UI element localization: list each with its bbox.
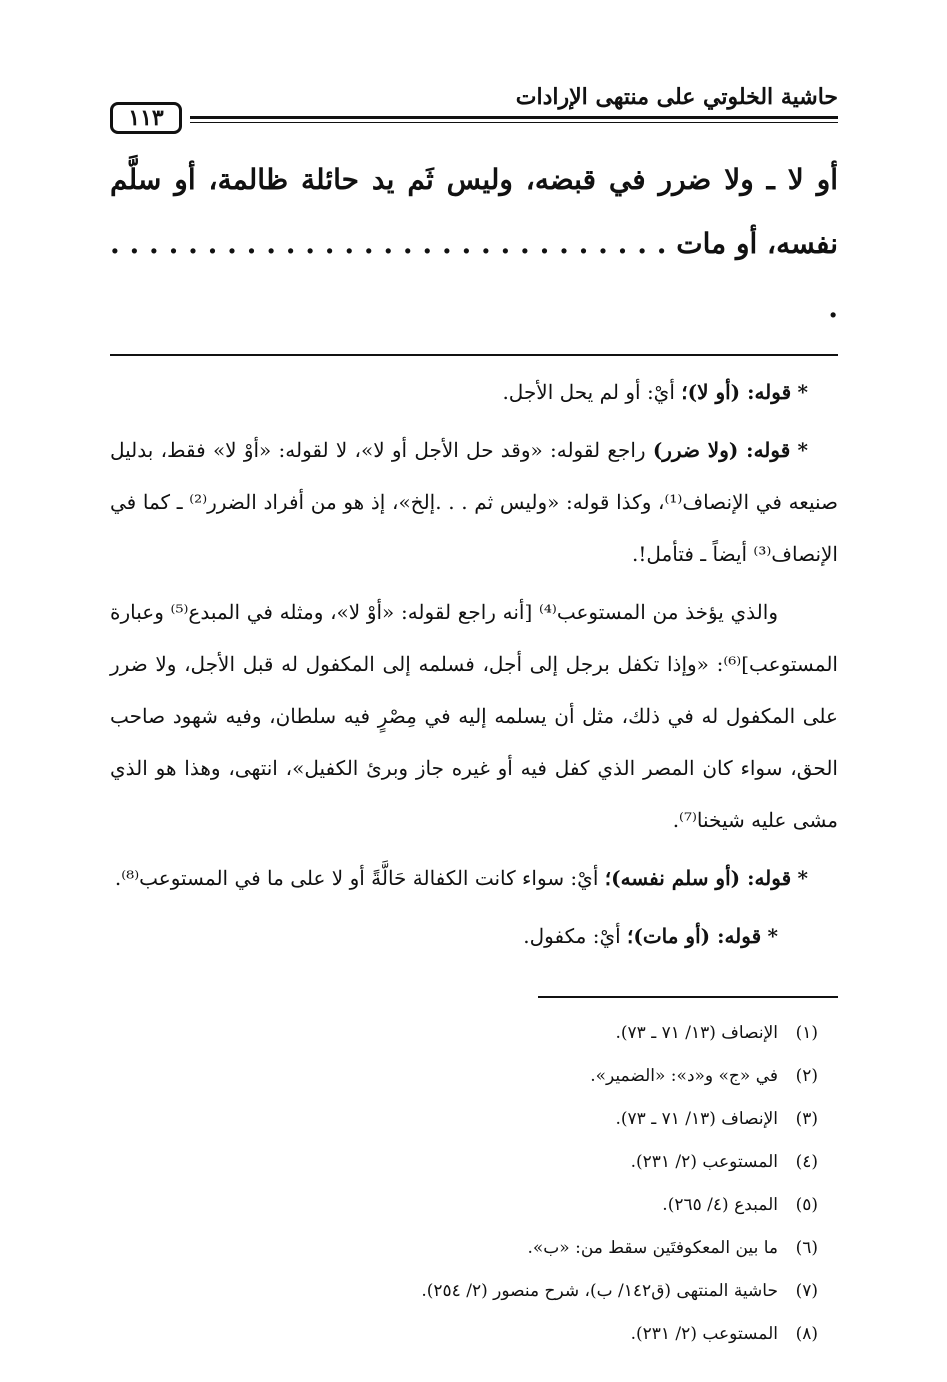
footnote (110, 1227, 818, 1270)
footnote (110, 1270, 818, 1313)
footnote-text: الإنصاف (١٣/ ٧١ ـ ٧٣). (615, 1023, 778, 1043)
paragraph-text: راجع لقوله: «وقد حل الأجل أو لا»، لا لقوله: «أوْ لا» فقط، بدليل صنيعه في الإنصاف⁽¹⁾، وكذا قوله: «وليس ثم . . .إلخ»، إذ هو من أفراد الضرر⁽²⁾ ـ كما في الإنصاف⁽³⁾ أيضاً ـ فتأمل!. (110, 438, 839, 566)
footnote-text: في «ج» و«د»: «الضمير». (590, 1066, 778, 1086)
footnote-number: (٧) (795, 1281, 818, 1301)
commentary-paragraph-3 (110, 586, 838, 846)
header-rule-thin (190, 122, 838, 123)
footnote-number: (٣) (795, 1109, 818, 1129)
footnote (110, 1184, 818, 1227)
asterisk-icon: * (797, 438, 808, 462)
footnote-text: ما بين المعكوفتَين سقط من: «ب». (527, 1238, 778, 1258)
footnote (110, 1313, 818, 1356)
footnote-number: (٥) (795, 1195, 818, 1215)
page (110, 70, 838, 1360)
paragraph-text: أيْ: أو لم يحل الأجل. (502, 380, 682, 404)
footnote-number: (٢) (795, 1066, 818, 1086)
matn-divider (110, 354, 838, 356)
header-rule (190, 116, 838, 119)
footnote-number: (٨) (795, 1324, 818, 1344)
matn-body: أو لا ـ ولا ضرر في قبضه، وليس ثَم يد حائلة ظالمة، أو سلَّم نفسه، أو مات (110, 163, 839, 260)
footnote (110, 1012, 818, 1055)
lemma: قوله: (أو لا)؛ (681, 380, 792, 404)
footnote-text: المستوعب (٢/ ٢٣١). (630, 1324, 778, 1344)
footnote (110, 1141, 818, 1184)
commentary-paragraph-1 (110, 366, 838, 418)
commentary-paragraph-4 (110, 852, 838, 904)
footnote-number: (٦) (795, 1238, 818, 1258)
lemma: قوله: (ولا ضرر) (652, 438, 791, 462)
footnote (110, 1098, 818, 1141)
commentary-paragraph-5 (110, 910, 838, 962)
footnote-text: المبدع (٤/ ٢٦٥). (662, 1195, 778, 1215)
asterisk-icon: * (767, 924, 778, 948)
footnote-text: الإنصاف (١٣/ ٧١ ـ ٧٣). (615, 1109, 778, 1129)
asterisk-icon: * (797, 380, 808, 404)
lemma: قوله: (أو سلم نفسه)؛ (604, 866, 792, 890)
footnote-text: حاشية المنتهى (ق١٤٢/ ب)، شرح منصور (٢/ ٢٥٤). (421, 1281, 778, 1301)
footnote (110, 1055, 818, 1098)
paragraph-text: والذي يؤخذ من المستوعب⁽⁴⁾ [أنه راجع لقوله: «أوْ لا»، ومثله في المبدع⁽⁵⁾ وعبارة المستوعب]⁽⁶⁾: «وإذا تكفل برجل إلى أجل، فسلمه إلى المكفول له قبل الأجل، ولا ضرر على المكفول له في ذلك، مثل أن يسلمه إليه في مِصْرٍ فيه سلطان، وفيه شهود صاحب الحق، سواء كان المصر الذي كفل فيه أو غيره جاز وبرئ الكفيل»، انتهى، وهذا هو الذي مشى عليه شيخنا⁽⁷⁾. (110, 600, 838, 832)
running-title: حاشية الخلوتي على منتهى الإرادات (515, 84, 838, 110)
paragraph-text: أيْ: مكفول. (523, 924, 628, 948)
lemma: قوله: (أو مات)؛ (627, 924, 762, 948)
footnote-number: (٤) (795, 1152, 818, 1172)
paragraph-text: أيْ: سواء كانت الكفالة حَالَّةً أو لا على ما في المستوعب⁽⁸⁾. (114, 866, 605, 890)
footnote-divider (538, 996, 838, 998)
matn-dots: . . . . . . . . . . . . . . . . . . . . . . . . . . . . . . (110, 227, 838, 324)
asterisk-icon: * (797, 866, 808, 890)
page-header (110, 70, 838, 130)
footnotes (110, 1012, 838, 1356)
page-number: ١١٣ (110, 102, 182, 134)
commentary (110, 366, 838, 962)
footnote-number: (١) (795, 1023, 818, 1043)
footnote-text: المستوعب (٢/ ٢٣١). (630, 1152, 778, 1172)
matn-text (110, 148, 838, 340)
commentary-paragraph-2 (110, 424, 838, 580)
